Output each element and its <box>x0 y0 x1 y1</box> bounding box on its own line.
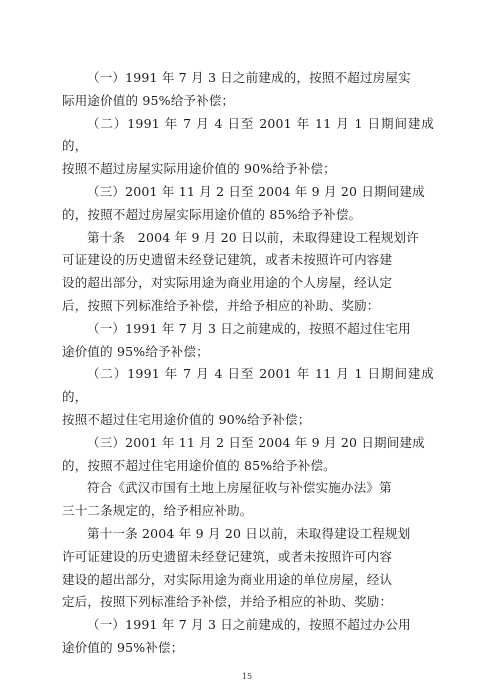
paragraph-item-3-residential-2001-2004: （三）2001 年 11 月 2 日至 2004 年 9 月 20 日期间建成 的，按照不超过住宅用途价值的 85%给予补偿。 <box>62 434 425 473</box>
paragraph-subsidy-reference: 符合《武汉市国有土地上房屋征收与补偿实施办法》第 三十二条规定的，给予相应补助。 <box>62 480 392 519</box>
paragraph-article-10: 第十条 2004 年 9 月 20 日以前，未取得建设工程规划许 可证建设的历史遗留未经登记建筑，或者未按照许可内容建 设的超出部分，对实际用途为商业用途的个人房屋，经认定 后，按照下列标准给予补偿，并给予相应的补助、奖励： <box>62 229 419 313</box>
paragraph-item-2-house-1991-2001: （二）1991 年 7 月 4 日至 2001 年 11 月 1 日期间建成的， 按照不超过房屋实际用途价值的 90%给予补偿； <box>62 115 434 177</box>
paragraph-item-1-office-before-1991: （一）1991 年 7 月 3 日之前建成的，按照不超过办公用 途价值的 95%补偿； <box>62 617 411 655</box>
paragraph-item-2-residential-1991-2001: （二）1991 年 7 月 4 日至 2001 年 11 月 1 日期间建成的， 按照不超过住宅用途价值的 90%给予补偿； <box>62 366 434 427</box>
paragraph-article-11: 第十一条 2004 年 9 月 20 日以前，未取得建设工程规划 许可证建设的历史遗留未经登记建筑，或者未按照许可内容 建设的超出部分，对实际用途为商业用途的单位房屋，经认 定后，按照下列标准给予补偿，并给予相应的补助、奖励： <box>62 525 411 610</box>
page-number: 15 <box>241 672 253 681</box>
document-body <box>62 67 434 660</box>
paragraph-item-1-house-before-1991: （一）1991 年 7 月 3 日之前建成的，按照不超过房屋实 际用途价值的 95%给予补偿； <box>62 70 411 108</box>
paragraph-item-1-residential-before-1991: （一）1991 年 7 月 3 日之前建成的，按照不超过住宅用 途价值的 95%给予补偿； <box>62 320 411 359</box>
paragraph-item-3-house-2001-2004: （三）2001 年 11 月 2 日至 2004 年 9 月 20 日期间建成 的，按照不超过房屋实际用途价值的 85%给予补偿。 <box>62 183 425 222</box>
